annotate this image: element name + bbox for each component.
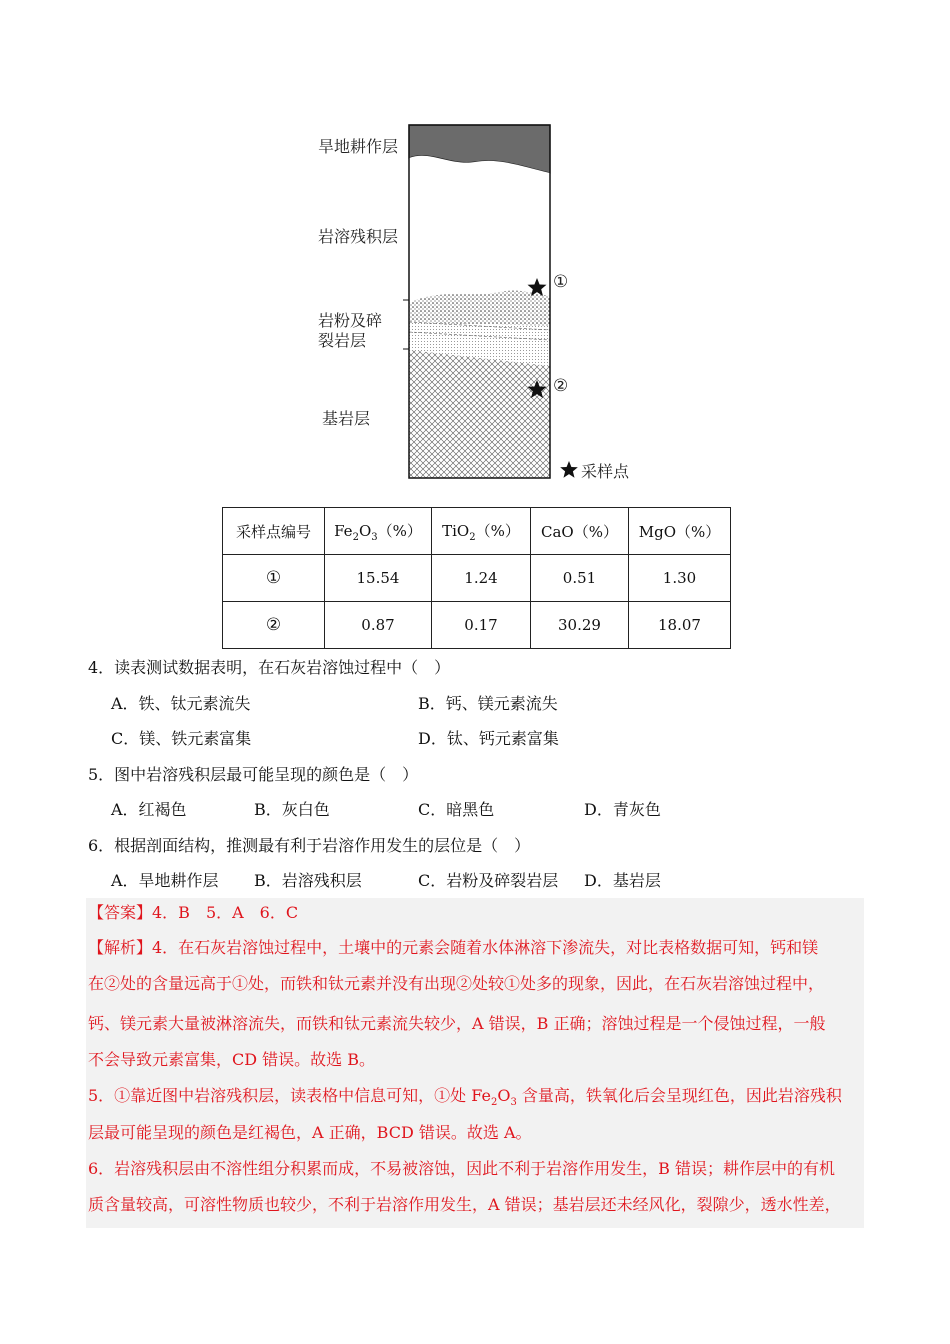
question-5-option-a[interactable]: A．红褐色 (111, 800, 187, 819)
legend-label: 采样点 (581, 462, 630, 481)
question-4-option-c[interactable]: C．镁、铁元素富集 (111, 729, 252, 748)
cell: 0.17 (432, 602, 531, 649)
analysis-line: 5．①靠近图中岩溶残积层，读表格中信息可知，①处 $Fe_2O_3$ 含量高，铁氧化后会呈现红色，因此岩溶残积 (88, 1086, 842, 1109)
sample-data-table (222, 507, 731, 649)
question-6-option-d[interactable]: D．基岩层 (584, 871, 661, 890)
cell: 18.07 (629, 602, 731, 649)
table-row (223, 555, 731, 602)
soil-profile-diagram (300, 118, 660, 488)
analysis-line: 层最可能呈现的颜色是红褐色，A 正确，BCD 错误。故选 A。 (88, 1123, 532, 1142)
label-residual-layer: 岩溶残积层 (318, 227, 399, 246)
table-header-row (223, 508, 731, 555)
header-cao: CaO（%） (531, 508, 629, 555)
question-6-option-a[interactable]: A．旱地耕作层 (111, 871, 219, 890)
question-5-option-b[interactable]: B．灰白色 (254, 800, 330, 819)
label-sample-point-1: ① (553, 272, 569, 292)
question-4-option-b[interactable]: B．钙、镁元素流失 (418, 694, 558, 713)
soil-profile-figure (300, 118, 660, 488)
bedrock-layer-shape (409, 350, 550, 478)
residual-layer-shape (409, 156, 550, 301)
question-4-option-d[interactable]: D．钛、钙元素富集 (418, 729, 559, 748)
header-mgo: MgO（%） (629, 508, 731, 555)
header-sample-id: 采样点编号 (223, 508, 325, 555)
cell: ② (223, 602, 325, 649)
cell: 0.51 (531, 555, 629, 602)
analysis-line: 钙、镁元素大量被淋溶流失，而铁和钛元素流失较少，A 错误，B 正确；溶蚀过程是一个侵蚀过程，一般 (88, 1014, 826, 1033)
label-rock-powder-layer: 岩粉及碎 (318, 311, 383, 330)
question-5-option-d[interactable]: D．青灰色 (584, 800, 661, 819)
question-5-stem: 5．图中岩溶残积层最可能呈现的颜色是（ ） (88, 765, 419, 784)
legend-star-icon (560, 461, 578, 478)
question-6-option-b[interactable]: B．岩溶残积层 (254, 871, 362, 890)
analysis-line: 在②处的含量远高于①处，而铁和钛元素并没有出现②处较①处多的现象，因此，在石灰岩溶蚀过程中， (88, 974, 825, 993)
cell: 15.54 (325, 555, 432, 602)
cell: ① (223, 555, 325, 602)
label-bedrock-layer: 基岩层 (322, 409, 371, 428)
analysis-line: 6．岩溶残积层由不溶性组分积累而成，不易被溶蚀，因此不利于岩溶作用发生，B 错误；耕作层中的有机 (88, 1159, 836, 1178)
answer-line: 【答案】4．B 5．A 6．C (88, 903, 299, 922)
analysis-line: 不会导致元素富集，CD 错误。故选 B。 (88, 1050, 376, 1069)
cell: 1.30 (629, 555, 731, 602)
table-row (223, 602, 731, 649)
question-6-stem: 6．根据剖面结构，推测最有利于岩溶作用发生的层位是（ ） (88, 836, 531, 855)
cell: 1.24 (432, 555, 531, 602)
header-fe2o3: $Fe_2O_3(\%)$ (325, 508, 432, 555)
question-6-option-c[interactable]: C．岩粉及碎裂岩层 (418, 871, 559, 890)
label-sample-point-2: ② (553, 376, 569, 396)
analysis-line: 【解析】4．在石灰岩溶蚀过程中，土壤中的元素会随着水体淋溶下渗流失，对比表格数据可知，钙和镁 (88, 938, 819, 957)
question-4-option-a[interactable]: A．铁、钛元素流失 (111, 694, 251, 713)
label-cultivated-layer: 旱地耕作层 (318, 137, 399, 156)
label-fractured-layer: 裂岩层 (318, 331, 367, 350)
cell: 30.29 (531, 602, 629, 649)
question-4-stem: 4．读表测试数据表明，在石灰岩溶蚀过程中（ ） (88, 658, 451, 677)
header-tio2: TiO$_2$（%） (432, 508, 531, 555)
question-5-option-c[interactable]: C．暗黑色 (418, 800, 495, 819)
cell: 0.87 (325, 602, 432, 649)
analysis-line: 质含量较高，可溶性物质也较少，不利于岩溶作用发生，A 错误；基岩层还未经风化，裂隙少，透水性差， (88, 1195, 841, 1214)
